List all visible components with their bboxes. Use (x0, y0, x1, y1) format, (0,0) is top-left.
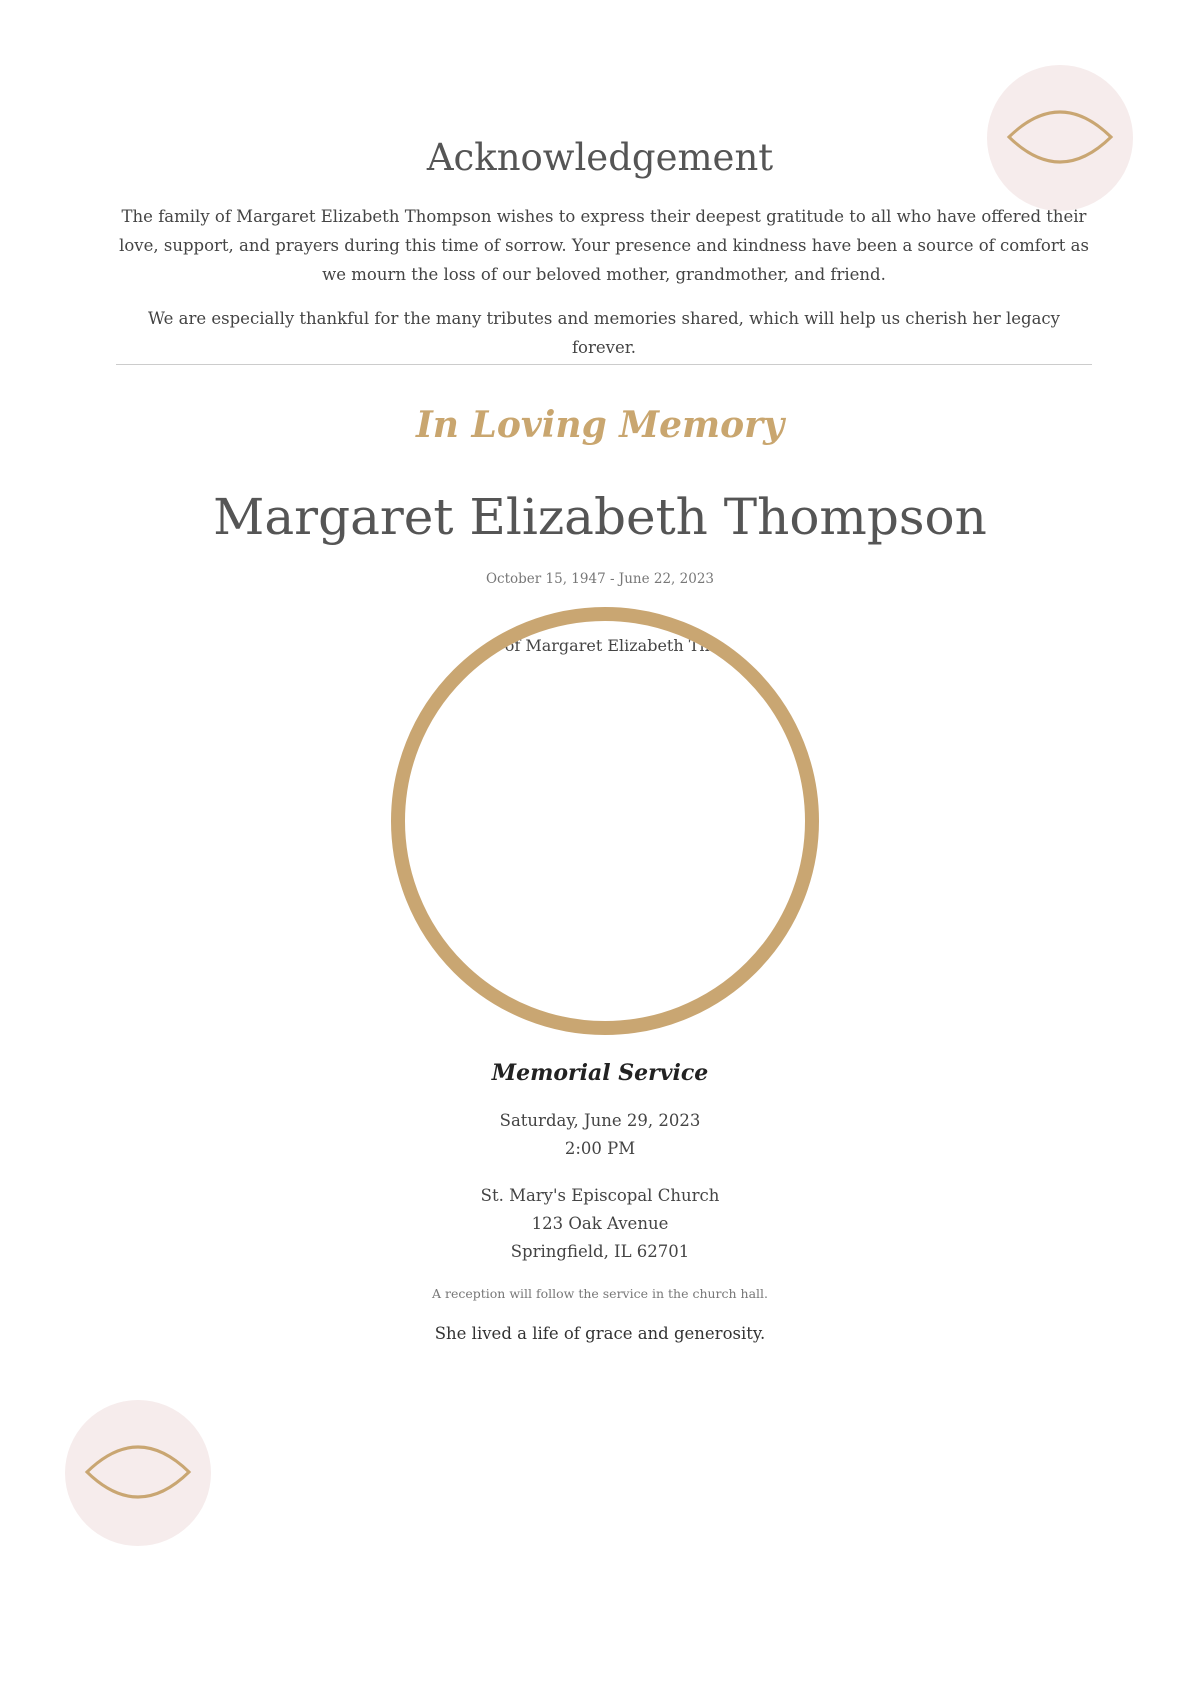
closing-quote: She lived a life of grace and generosity. (434, 1324, 766, 1343)
acknowledgement-paragraph: The family of Margaret Elizabeth Thompson wishes to express their deepest gratitude to all who have offered their love, support, and prayers during this time of sorrow. Your presence and kindness have been a source of comfort as we mourn the loss of our beloved mother, grandmother, and friend. (119, 207, 1089, 284)
divider (116, 364, 1092, 365)
reception-note: A reception will follow the service in the church hall. (431, 1286, 769, 1301)
service-date: Saturday, June 29, 2023 (499, 1111, 701, 1130)
decorative-leaf-circle-bottom (65, 1400, 211, 1546)
service-venue: St. Mary's Episcopal Church (480, 1186, 720, 1205)
portrait-photo-frame (391, 607, 819, 1035)
acknowledgement-title: Acknowledgement (426, 136, 774, 179)
service-time: 2:00 PM (564, 1139, 636, 1158)
leaf-icon (83, 1440, 193, 1504)
portrait-alt-text: Portrait of Margaret Elizabeth Thompson (437, 636, 773, 655)
service-street: 123 Oak Avenue (531, 1214, 669, 1233)
service-city: Springfield, IL 62701 (510, 1242, 690, 1261)
life-dates: October 15, 1947 - June 22, 2023 (485, 571, 715, 587)
in-loving-memory-heading: In Loving Memory (415, 404, 785, 446)
deceased-name: Margaret Elizabeth Thompson (213, 488, 987, 546)
memorial-service-title: Memorial Service (491, 1060, 709, 1086)
acknowledgement-paragraph: We are especially thankful for the many tributes and memories shared, which will help us cherish her legacy forever. (148, 309, 1060, 357)
